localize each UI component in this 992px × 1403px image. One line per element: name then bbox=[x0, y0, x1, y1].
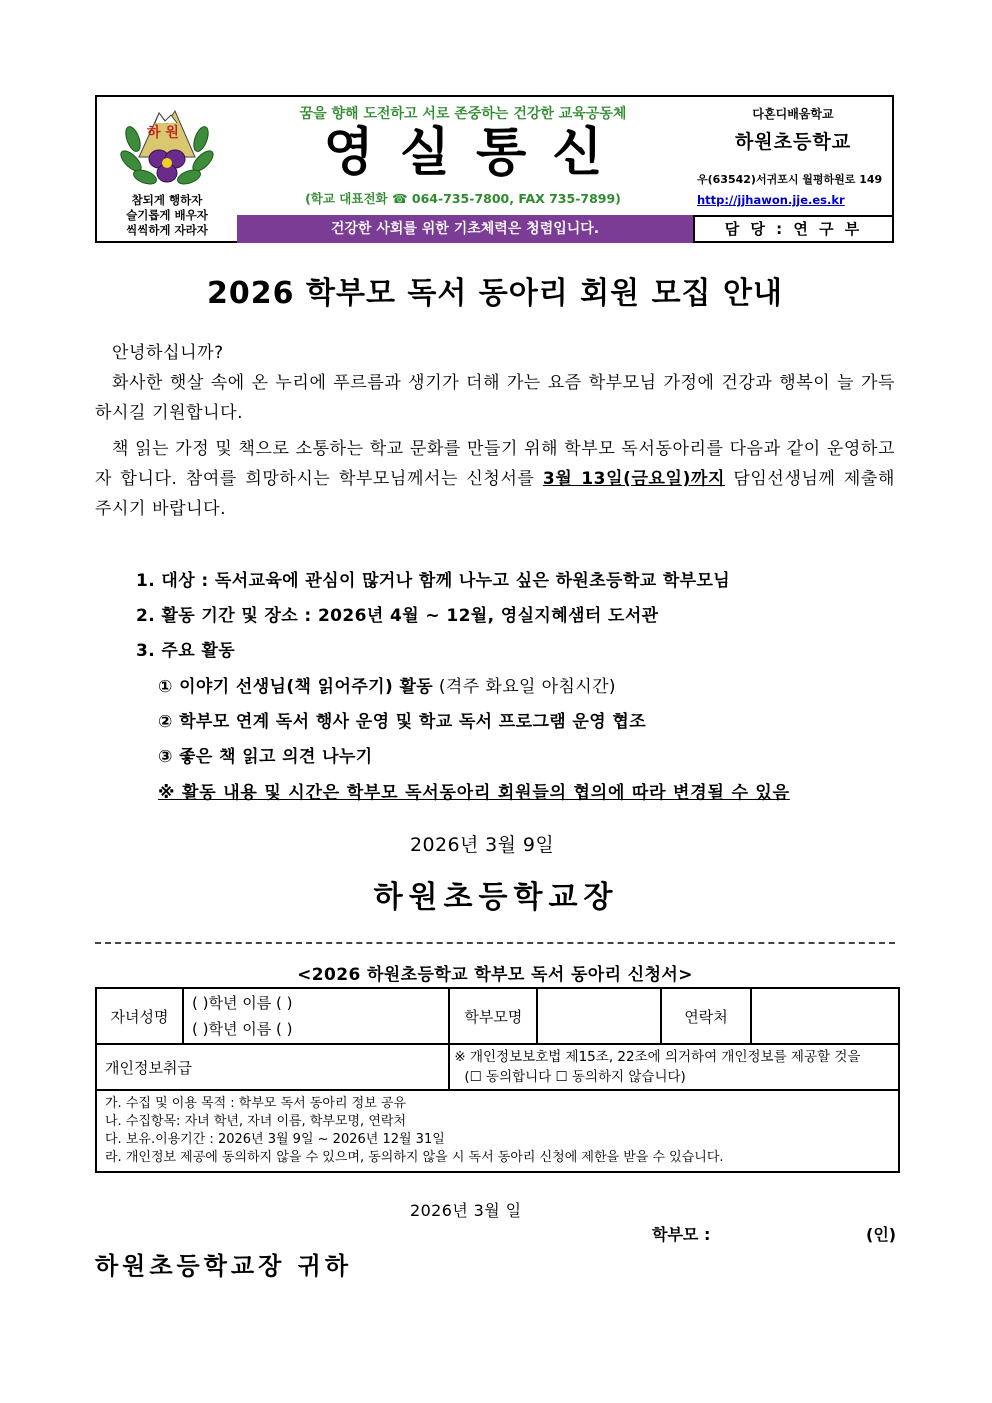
child-row-2[interactable]: ( )학년 이름 ( ) bbox=[192, 1020, 293, 1038]
department: 담 당 : 연 구 부 bbox=[724, 220, 863, 238]
privacy-label: 개인정보취급 bbox=[105, 1058, 192, 1077]
info-refusal: 라. 개인정보 제공에 동의하지 않을 수 있으며, 동의하지 않을 시 독서 동아리 신청에 제한을 받을 수 있습니다. bbox=[105, 1150, 724, 1165]
document-title: 2026 학부모 독서 동아리 회원 모집 안내 bbox=[207, 276, 783, 311]
school-logo-area bbox=[97, 97, 237, 243]
school-phone: (학교 대표전화 ☎ 064-735-7800, FAX 735-7899) bbox=[305, 191, 621, 206]
integrity-banner: 건강한 사회를 위한 기초체력은 청렴입니다. bbox=[237, 215, 693, 243]
child-name-field[interactable] bbox=[183, 988, 449, 1044]
seal-mark: (인) bbox=[866, 1225, 897, 1244]
contact-label: 연락처 bbox=[661, 988, 751, 1044]
intro-paragraph: 화사한 햇살 속에 온 누리에 푸르름과 생기가 더해 가는 요즘 학부모님 가정에 건강과 행복이 늘 가득하시길 기원합니다. bbox=[95, 373, 895, 423]
school-emblem-icon bbox=[119, 99, 215, 191]
motto-line-3: 씩씩하게 자라자 bbox=[126, 223, 208, 237]
form-title: <2026 하원초등학교 학부모 독서 동아리 신청서> bbox=[297, 965, 693, 985]
child-row-1[interactable]: ( )학년 이름 ( ) bbox=[192, 994, 293, 1012]
deadline: 3월 13일(금요일)까지 bbox=[542, 469, 725, 489]
activity-1-time: (격주 화요일 아침시간) bbox=[433, 677, 616, 697]
parent-name-field[interactable] bbox=[537, 988, 661, 1044]
info-items: 나. 수집항목: 자녀 학년, 자녀 이름, 학부모명, 연락처 bbox=[105, 1114, 406, 1129]
activity-2: ② 학부모 연계 독서 행사 운영 및 학교 독서 프로그램 운영 협조 bbox=[158, 712, 647, 732]
logo-text: 하 원 bbox=[147, 125, 179, 141]
application-form bbox=[95, 987, 900, 1173]
privacy-consent-cell bbox=[449, 1044, 899, 1090]
slogan: 꿈을 향해 도전하고 서로 존중하는 건강한 교육공동체 bbox=[299, 106, 627, 122]
item-main-activities: 3. 주요 활동 bbox=[136, 641, 236, 661]
newsletter-header bbox=[95, 95, 894, 243]
school-name: 하원초등학교 bbox=[734, 131, 852, 153]
change-note: ※ 활동 내용 및 시간은 학부모 독서동아리 회원들의 협의에 따라 변경될 수 있음 bbox=[158, 783, 790, 803]
item-period: 2. 활동 기간 및 장소 : 2026년 4월 ~ 12월, 영실지혜샘터 도서관 bbox=[136, 606, 659, 626]
school-program: 다혼디배움학교 bbox=[752, 107, 834, 121]
info-retention: 다. 보유.이용기간 : 2026년 3월 9일 ~ 2026년 12월 31일 bbox=[105, 1132, 445, 1147]
activity-1 bbox=[158, 672, 616, 697]
parent-name-label: 학부모명 bbox=[449, 988, 537, 1044]
activity-3: ③ 좋은 책 읽고 의견 나누기 bbox=[158, 747, 373, 767]
parent-signature-label: 학부모 : bbox=[652, 1225, 711, 1244]
info-purpose: 가. 수집 및 이용 목적 : 학부모 독서 동아리 정보 공유 bbox=[105, 1096, 406, 1111]
request-paragraph bbox=[95, 434, 895, 524]
school-website-link[interactable]: http://jjhawon.jje.es.kr bbox=[697, 193, 845, 207]
child-name-label: 자녀성명 bbox=[96, 988, 183, 1044]
consent-options[interactable]: (☐ 동의합니다 ☐ 동의하지 않습니다) bbox=[464, 1069, 686, 1085]
masthead-title: 영실통신 bbox=[323, 123, 629, 183]
greeting: 안녕하십니까? bbox=[112, 343, 224, 363]
privacy-info-cell bbox=[96, 1090, 899, 1172]
privacy-label-cell bbox=[96, 1044, 449, 1090]
application-date: 2026년 3월 일 bbox=[410, 1201, 522, 1220]
request-text-end: 담임선생님께 제출해 주시기 바랍니다. bbox=[95, 469, 895, 519]
privacy-notice: ※ 개인정보보호법 제15조, 22조에 의거하여 개인정보를 제공할 것을 bbox=[454, 1049, 861, 1065]
notice-date: 2026년 3월 9일 bbox=[410, 834, 555, 856]
contact-field[interactable] bbox=[751, 988, 899, 1044]
item-target: 1. 대상 : 독서교육에 관심이 많거나 함께 나누고 싶은 하원초등학교 학부모님 bbox=[136, 571, 731, 591]
request-text: 책 읽는 가정 및 책으로 소통하는 학교 문화를 만들기 위해 학부모 독서동아리를 다음과 같이 운영하고자 합니다. 참여를 희망하시는 학부모님께서는 신청서를 bbox=[95, 439, 895, 489]
activity-1-label: ① 이야기 선생님(책 읽어주기) 활동 bbox=[158, 677, 434, 697]
motto-line-1: 참되게 행하자 bbox=[131, 193, 203, 207]
motto-line-2: 슬기롭게 배우자 bbox=[126, 208, 208, 222]
principal-signature: 하원초등학교장 bbox=[373, 880, 619, 915]
addressee: 하원초등학교장 귀하 bbox=[95, 1252, 353, 1280]
school-address: 우(63542)서귀포시 월평하원로 149 bbox=[697, 173, 883, 186]
cut-line bbox=[95, 942, 895, 944]
